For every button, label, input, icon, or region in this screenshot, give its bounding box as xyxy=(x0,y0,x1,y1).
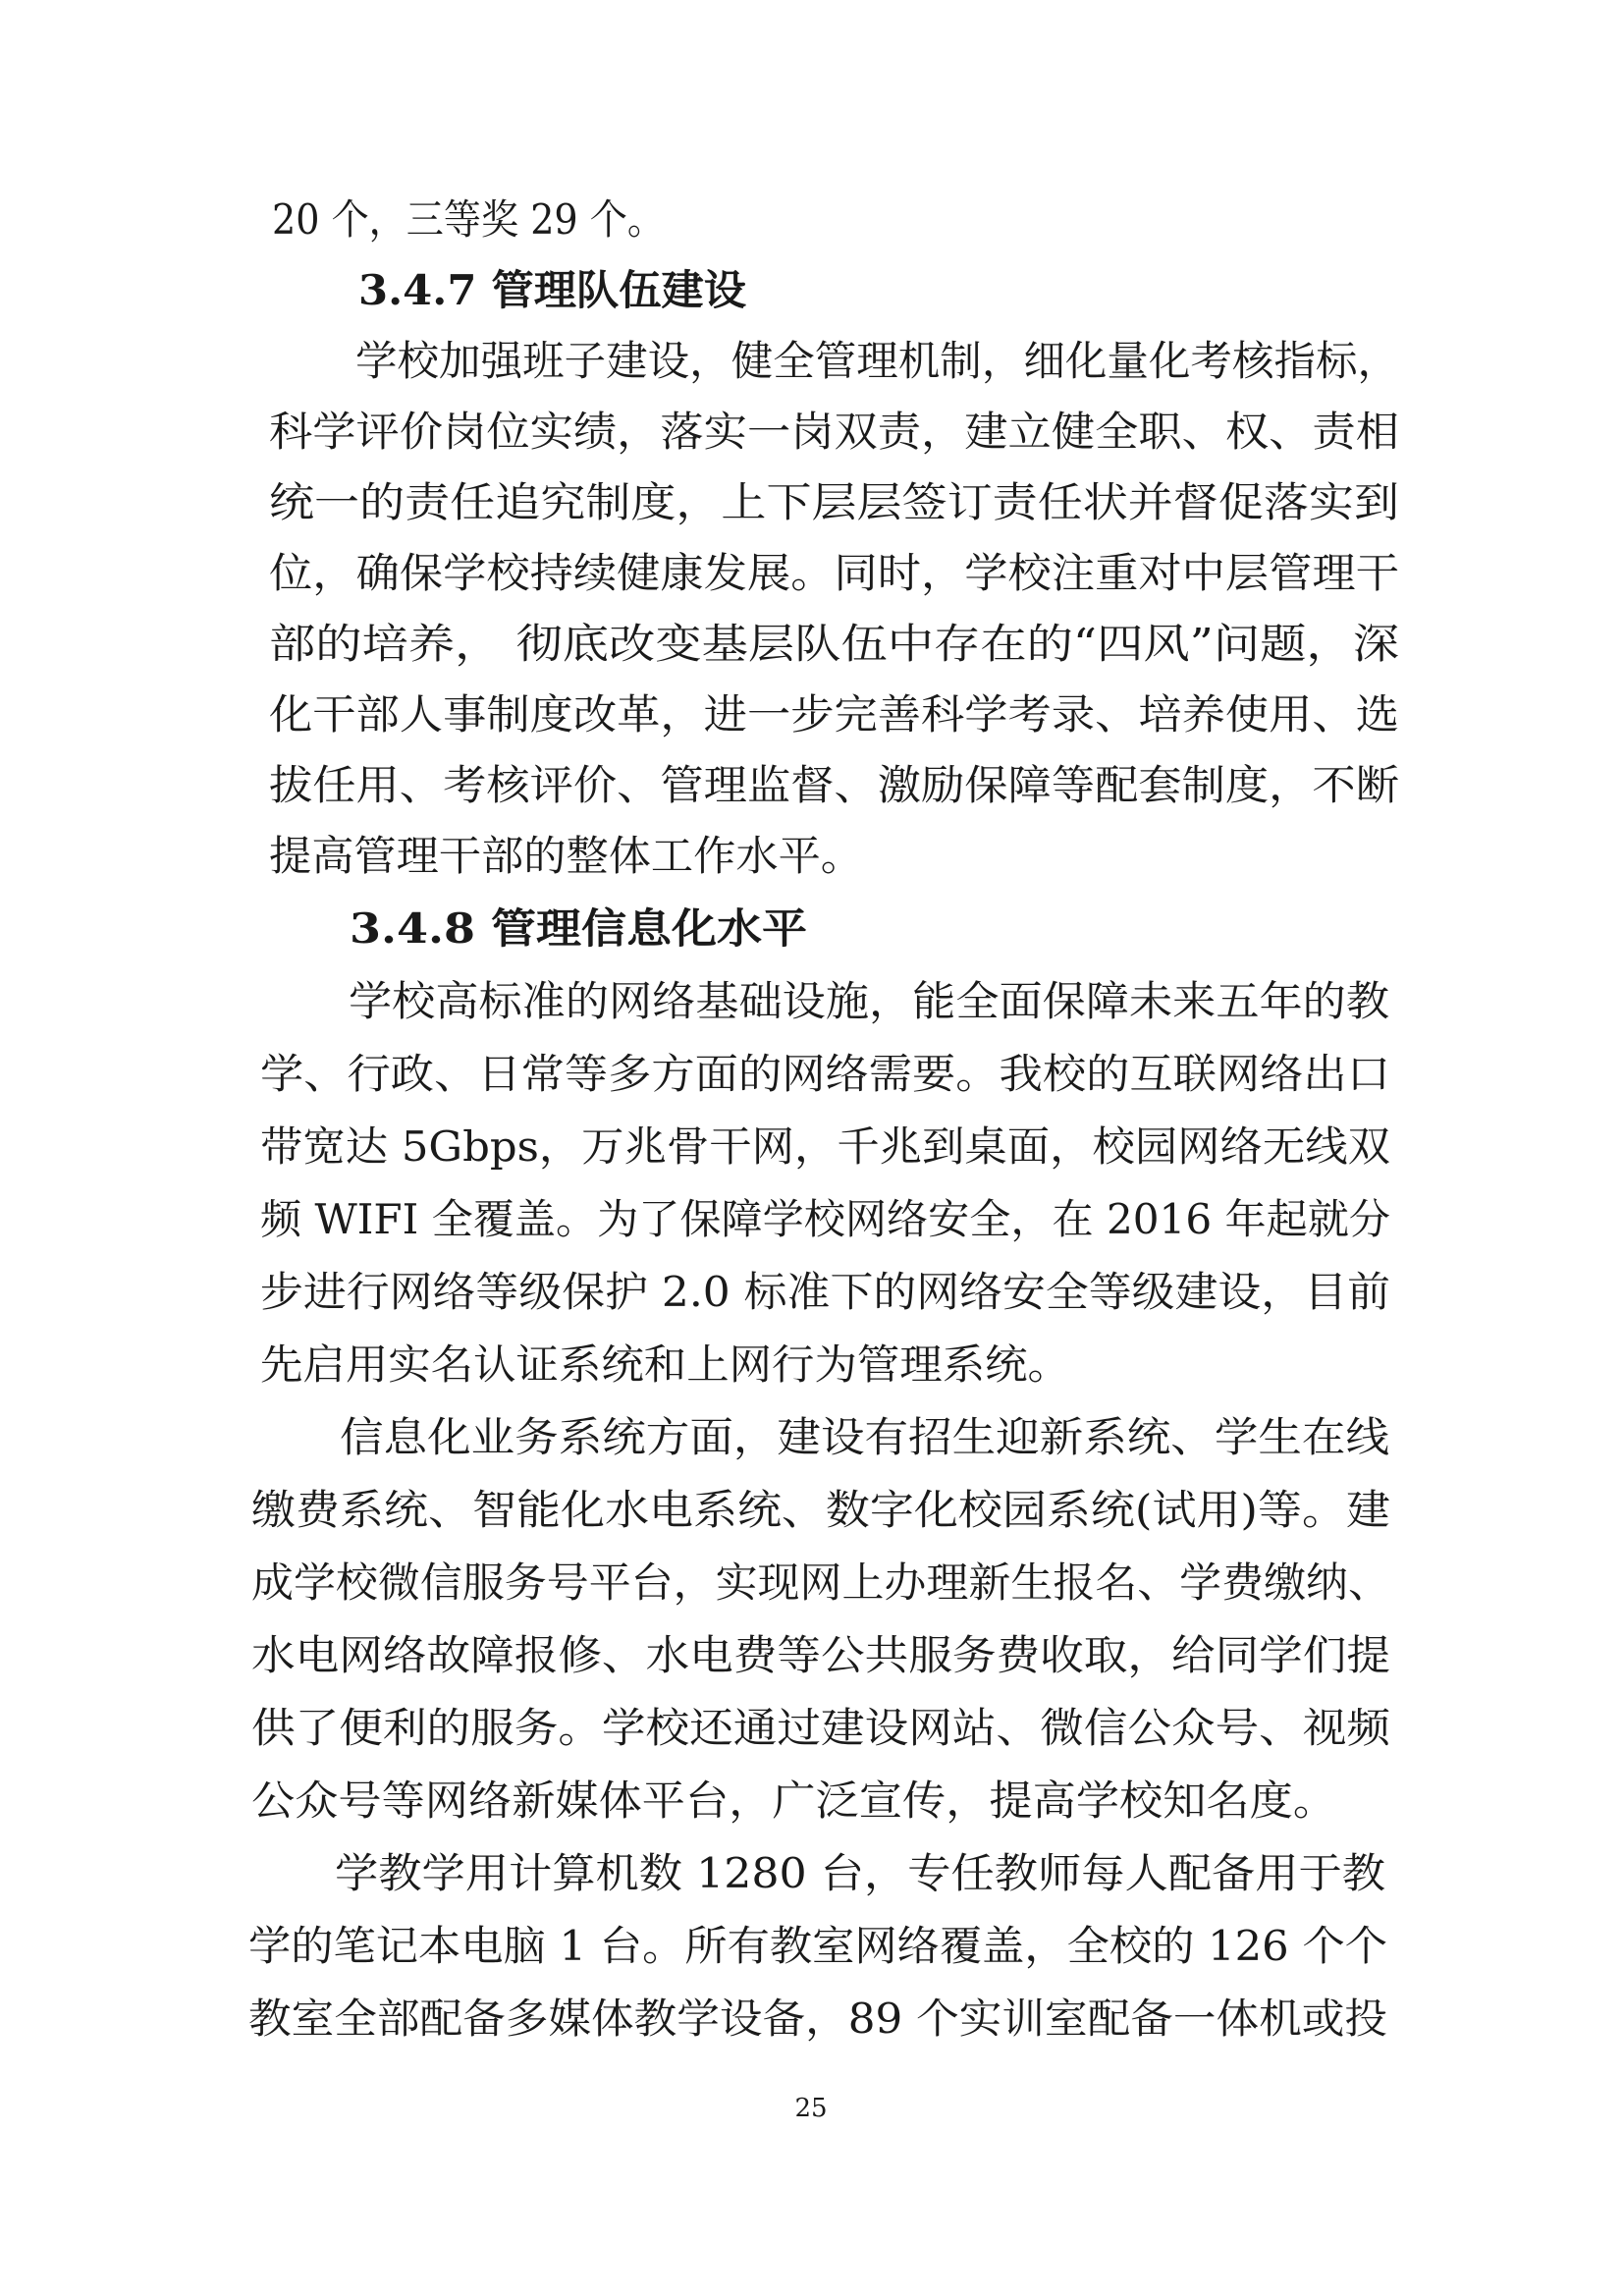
text-line: 化干部人事制度改革，进一步完善科学考录、培养使用、选 xyxy=(269,690,1399,738)
text-line: 部的培养， 彻底改变基层队伍中存在的“四风”问题，深 xyxy=(269,620,1400,668)
text-line: 科学评价岗位实绩，落实一岗双责，建立健全职、权、责相 xyxy=(269,408,1399,456)
text-line: 公众号等网络新媒体平台，广泛宣传，提高学校知名度。 xyxy=(251,1777,1337,1825)
text-line: 成学校微信服务号平台，实现网上办理新生报名、学费缴纳、 xyxy=(251,1558,1390,1607)
text-line: 频 WIFI 全覆盖。为了保障学校网络安全，在 2016 年起就分 xyxy=(260,1195,1391,1243)
text-line: 学校高标准的网络基础设施，能全面保障未来五年的教 xyxy=(349,977,1390,1025)
text-line: 提高管理干部的整体工作水平。 xyxy=(269,832,864,880)
text-line: 学教学用计算机数 1280 台，专任教师每人配备用于教 xyxy=(335,1849,1386,1897)
text-line: 教室全部配备多媒体教学设备，89 个实训室配备一体机或投 xyxy=(248,1995,1388,2043)
text-line: 20 个，三等奖 29 个。 xyxy=(272,195,665,244)
section-heading-3-4-7: 3.4.7 管理队伍建设 xyxy=(358,266,747,314)
text-line: 先启用实名认证系统和上网行为管理系统。 xyxy=(260,1340,1070,1389)
text-line: 步进行网络等级保护 2.0 标准下的网络安全等级建设，目前 xyxy=(260,1268,1390,1316)
text-line: 供了便利的服务。学校还通过建设网站、微信公众号、视频 xyxy=(251,1704,1391,1752)
text-line: 位，确保学校持续健康发展。同时，学校注重对中层管理干 xyxy=(269,549,1399,597)
text-line: 拔任用、考核评价、管理监督、激励保障等配套制度，不断 xyxy=(269,761,1399,809)
page-number: 25 xyxy=(794,2094,828,2123)
text-line: 学的笔记本电脑 1 台。所有教室网络覆盖，全校的 126 个个 xyxy=(248,1922,1387,1970)
section-heading-3-4-8: 3.4.8 管理信息化水平 xyxy=(350,904,808,953)
text-line: 带宽达 5Gbps，万兆骨干网，千兆到桌面，校园网络无线双 xyxy=(260,1122,1390,1171)
text-line: 缴费系统、智能化水电系统、数字化校园系统(试用)等。建 xyxy=(251,1486,1390,1534)
text-line: 学校加强班子建设，健全管理机制，细化量化考核指标， xyxy=(355,337,1400,385)
text-line: 水电网络故障报修、水电费等公共服务费收取，给同学们提 xyxy=(251,1631,1391,1679)
text-line: 学、行政、日常等多方面的网络需要。我校的互联网络出口 xyxy=(260,1050,1390,1098)
text-line: 信息化业务系统方面，建设有招生迎新系统、学生在线 xyxy=(340,1413,1390,1461)
text-line: 统一的责任追究制度，上下层层签订责任状并督促落实到 xyxy=(269,478,1400,526)
